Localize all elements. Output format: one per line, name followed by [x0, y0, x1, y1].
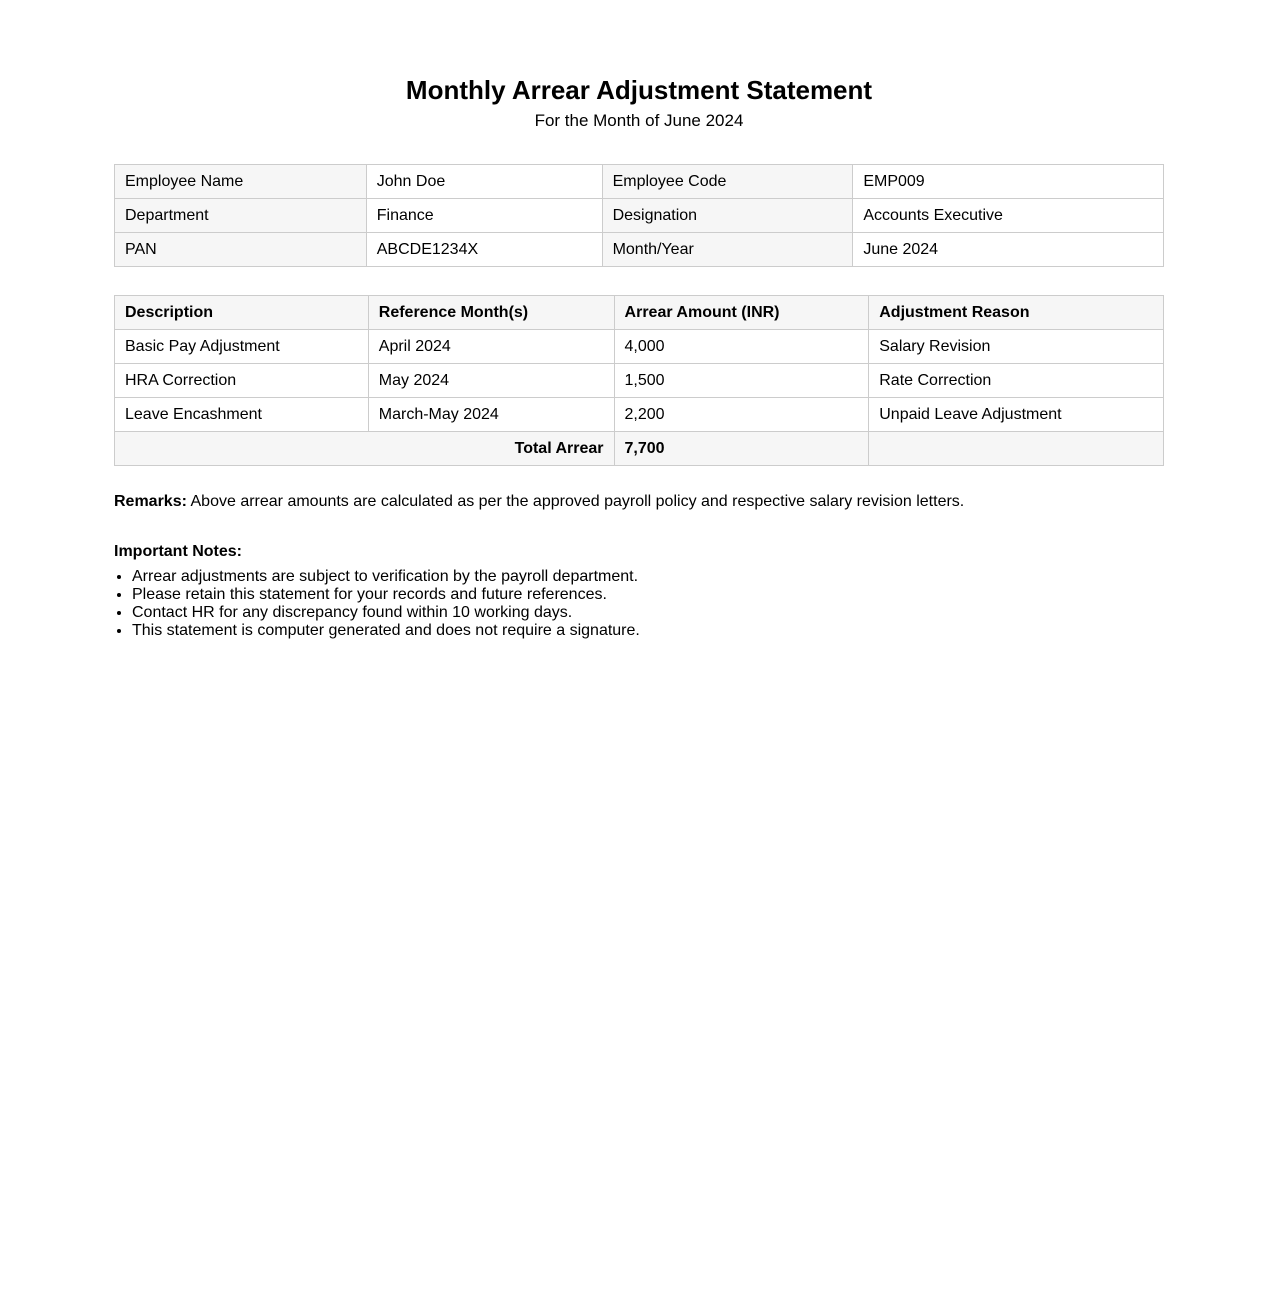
table-row: [115, 364, 1164, 398]
notes-list: [114, 568, 1164, 640]
table-row: [115, 330, 1164, 364]
employee-info-row: [115, 165, 1164, 199]
total-arrear-label: Total Arrear: [115, 432, 615, 466]
total-arrear-value: 7,700: [614, 432, 869, 466]
remarks: [114, 492, 1164, 512]
department-label: Department: [115, 199, 367, 233]
cell-reference-month: May 2024: [368, 364, 614, 398]
page-subtitle: For the Month of June 2024: [534, 111, 744, 130]
table-row: [115, 398, 1164, 432]
employee-code-label: Employee Code: [602, 165, 853, 199]
employee-info-row: [115, 233, 1164, 267]
total-empty-cell: [869, 432, 1164, 466]
employee-name-value: John Doe: [366, 165, 602, 199]
pan-label: PAN: [115, 233, 367, 267]
list-item: • Arrear adjustments are subject to verification by the payroll department.: [132, 568, 1164, 586]
designation-label: Designation: [602, 199, 853, 233]
remarks-text: Above arrear amounts are calculated as per the approved payroll policy and respective salary revision letters.: [190, 493, 965, 510]
employee-code-value: EMP009: [853, 165, 1164, 199]
notes-title: Important Notes:: [114, 543, 242, 560]
list-item: • Contact HR for any discrepancy found within 10 working days.: [132, 604, 1164, 622]
arrear-table: [114, 295, 1164, 466]
list-item: • Please retain this statement for your records and future references.: [132, 586, 1164, 604]
cell-description: Basic Pay Adjustment: [115, 330, 369, 364]
cell-arrear-amount: 2,200: [614, 398, 869, 432]
remarks-label: Remarks:: [114, 493, 187, 510]
cell-adjustment-reason: Salary Revision: [869, 330, 1164, 364]
statement-page: [114, 0, 1164, 640]
page-title: Monthly Arrear Adjustment Statement: [405, 75, 873, 105]
cell-arrear-amount: 4,000: [614, 330, 869, 364]
pan-value: ABCDE1234X: [366, 233, 602, 267]
cell-description: Leave Encashment: [115, 398, 369, 432]
month-year-value: June 2024: [853, 233, 1164, 267]
column-header-description: Description: [115, 296, 369, 330]
column-header-adjustment-reason: Adjustment Reason: [869, 296, 1164, 330]
cell-adjustment-reason: Unpaid Leave Adjustment: [869, 398, 1164, 432]
cell-description: HRA Correction: [115, 364, 369, 398]
employee-info-row: [115, 199, 1164, 233]
cell-reference-month: April 2024: [368, 330, 614, 364]
employee-name-label: Employee Name: [115, 165, 367, 199]
list-item: • This statement is computer generated and does not require a signature.: [132, 622, 1164, 640]
column-header-arrear-amount: Arrear Amount (INR): [614, 296, 869, 330]
column-header-reference-months: Reference Month(s): [368, 296, 614, 330]
cell-adjustment-reason: Rate Correction: [869, 364, 1164, 398]
employee-info-table: [114, 164, 1164, 267]
total-row: [115, 432, 1164, 466]
arrear-table-header: [115, 296, 1164, 330]
department-value: Finance: [366, 199, 602, 233]
cell-arrear-amount: 1,500: [614, 364, 869, 398]
month-year-label: Month/Year: [602, 233, 853, 267]
designation-value: Accounts Executive: [853, 199, 1164, 233]
cell-reference-month: March-May 2024: [368, 398, 614, 432]
